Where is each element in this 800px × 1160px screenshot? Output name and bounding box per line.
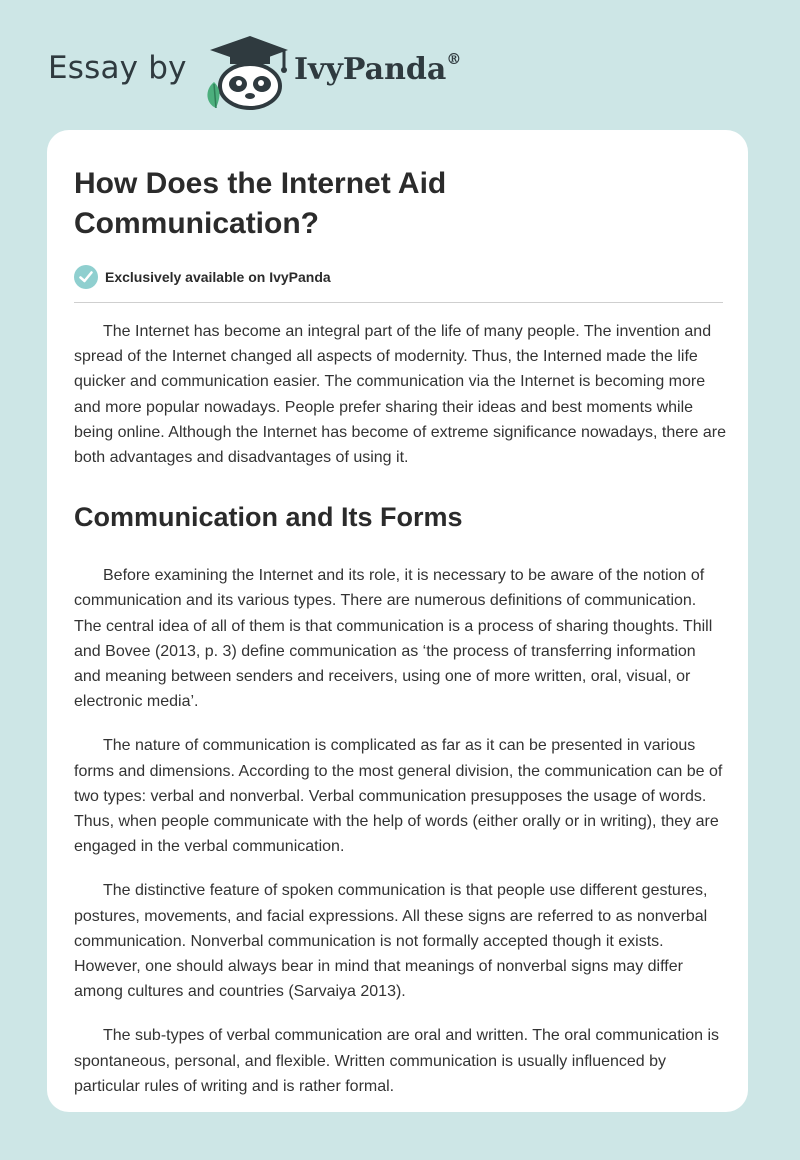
body-paragraph-1: Before examining the Internet and its role, it is necessary to be aware of the notion of communication and its various types. There are numerous definitions of communication. The central idea of all of them is that communication is a process of sharing thoughts. Thill and Bovee (2013, p. 3) define communication as ‘the process of transferring information and meaning between senders and receivers, using one of more written, oral, visual, or electronic media’. <box>74 567 713 711</box>
essay-body <box>74 319 726 1118</box>
body-paragraph-2: The nature of communication is complicated as far as it can be presented in various forms and dimensions. According to the most general division, the communication can be of two types: verbal and nonverbal. Verbal communication presupposes the usage of words. Thus, when people communicate with the help of words (either orally or in writing), they are engaged in the verbal communication. <box>74 737 723 856</box>
section-heading: Communication and Its Forms <box>74 502 463 533</box>
body-paragraph-3: The distinctive feature of spoken communication is that people use different gestures, postures, movements, and facial expressions. All these signs are referred to as nonverbal communication. Nonverbal communication is not formally accepted though it exists. However, one should always bear in mind that meanings of nonverbal signs may differ among cultures and countries (Sarvaiya 2013). <box>74 882 708 1001</box>
essay-title: How Does the Internet Aid Communication? <box>74 167 447 240</box>
brand-label: IvyPanda <box>294 52 447 87</box>
divider <box>74 302 723 303</box>
check-circle-icon <box>74 265 98 289</box>
exclusive-text: Exclusively available on IvyPanda <box>105 269 331 285</box>
essay-by-label: Essay by <box>48 50 187 86</box>
exclusive-badge <box>74 264 331 290</box>
brand-name[interactable] <box>294 52 461 87</box>
body-paragraph-4: The sub-types of verbal communication are oral and written. The oral communication is spontaneous, personal, and flexible. Written communication is usually influenced by particular rules of writing and is rather formal. <box>74 1027 719 1095</box>
panda-logo-icon[interactable] <box>200 34 292 110</box>
essay-card <box>47 130 748 1112</box>
site-header <box>0 0 800 130</box>
intro-paragraph: The Internet has become an integral part of the life of many people. The invention and spread of the Internet changed all aspects of modernity. Thus, the Interned made the life quicker and communication easier. The communication via the Internet is becoming more and more popular nowadays. People prefer sharing their ideas and best moments while being online. Although the Internet has become of extreme significance nowadays, there are both advantages and disadvantages of using it. <box>74 323 726 467</box>
registered-mark: ® <box>446 50 462 68</box>
